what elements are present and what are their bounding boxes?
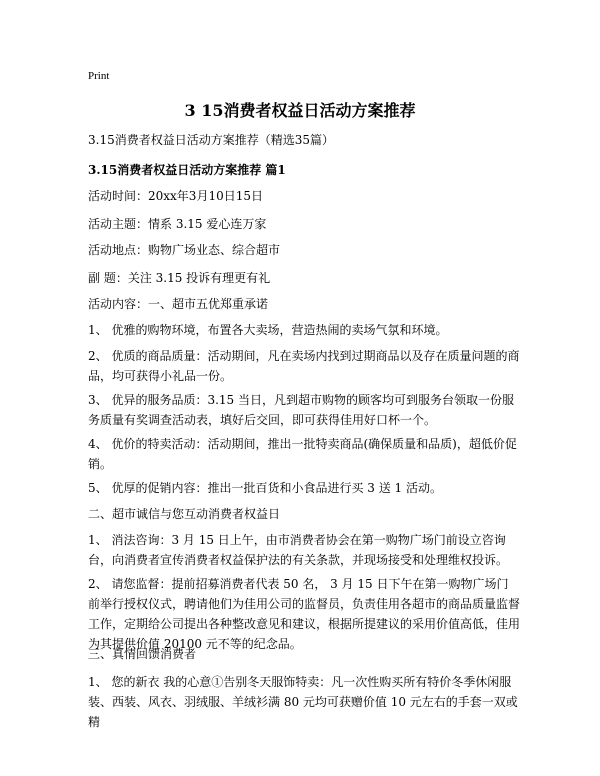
- list-item-5: 5、 优厚的促销内容：推出一批百货和小食品进行买 3 送 1 活动。: [88, 481, 442, 495]
- activity-theme: 活动主题：情系 3.15 爱心连万家: [88, 217, 267, 231]
- part-two-item-1: 1、 消法咨询：3 月 15 日上午，由市消费者协会在第一购物广场门前设立咨询台，向消费者宣传消费者权益保护法的有关条款，并现场接受和处理维权投诉。: [88, 533, 509, 567]
- activity-time: 活动时间：20xx年3月10日15日: [88, 189, 263, 203]
- part-three-item-1: 1、 您的新衣 我的心意①告别冬天服饰特卖：凡一次性购买所有特价冬季休闲服装、西装、风衣、羽绒服、羊绒衫满 80 元均可获赠价值 10 元左右的手套一双或精: [88, 675, 518, 729]
- list-item-1: 1、 优雅的购物环境，布置各大卖场，营造热闹的卖场气氛和环境。: [88, 323, 448, 337]
- list-item-3: 3、 优异的服务品质：3.15 当日，凡到超市购物的顾客均可到服务台领取一份服务质量有奖调查活动表，填好后交回，即可获得佳用好口杯一个。: [88, 393, 514, 427]
- print-label[interactable]: Print: [88, 70, 110, 82]
- section-heading: 3.15消费者权益日活动方案推荐 篇1: [88, 163, 286, 177]
- part-three-heading: 三、真情回馈消费者: [88, 647, 197, 661]
- part-two-item-2: 2、 请您监督：提前招募消费者代表 50 名， 3 月 15 日下午在第一购物广场门前举行授权仪式，聘请他们为佳用公司的监督员，负责佳用各超市的商品质量监督工作，定期给公司提出各种整改意见和建议，根据所提建议的采用价值高低，佳用为其提供价值 20100 元不等的纪念品。: [88, 577, 521, 651]
- document-title: 3 15消费者权益日活动方案推荐: [184, 101, 416, 120]
- activity-content: 活动内容：一、超市五优郑重承诺: [88, 297, 269, 311]
- subtitle-line: 3.15消费者权益日活动方案推荐（精选35篇）: [88, 133, 334, 147]
- part-two-heading: 二、超市诚信与您互动消费者权益日: [88, 507, 281, 521]
- list-item-4: 4、 优价的特卖活动：活动期间，推出一批特卖商品(确保质量和品质)，超低价促销。: [88, 437, 517, 471]
- list-item-2: 2、 优质的商品质量：活动期间，凡在卖场内找到过期商品以及存在质量问题的商品，均可获得小礼品一份。: [88, 349, 520, 383]
- activity-place: 活动地点：购物广场业态、综合超市: [88, 243, 281, 257]
- activity-subtitle: 副 题：关注 3.15 投诉有理更有礼: [88, 271, 271, 285]
